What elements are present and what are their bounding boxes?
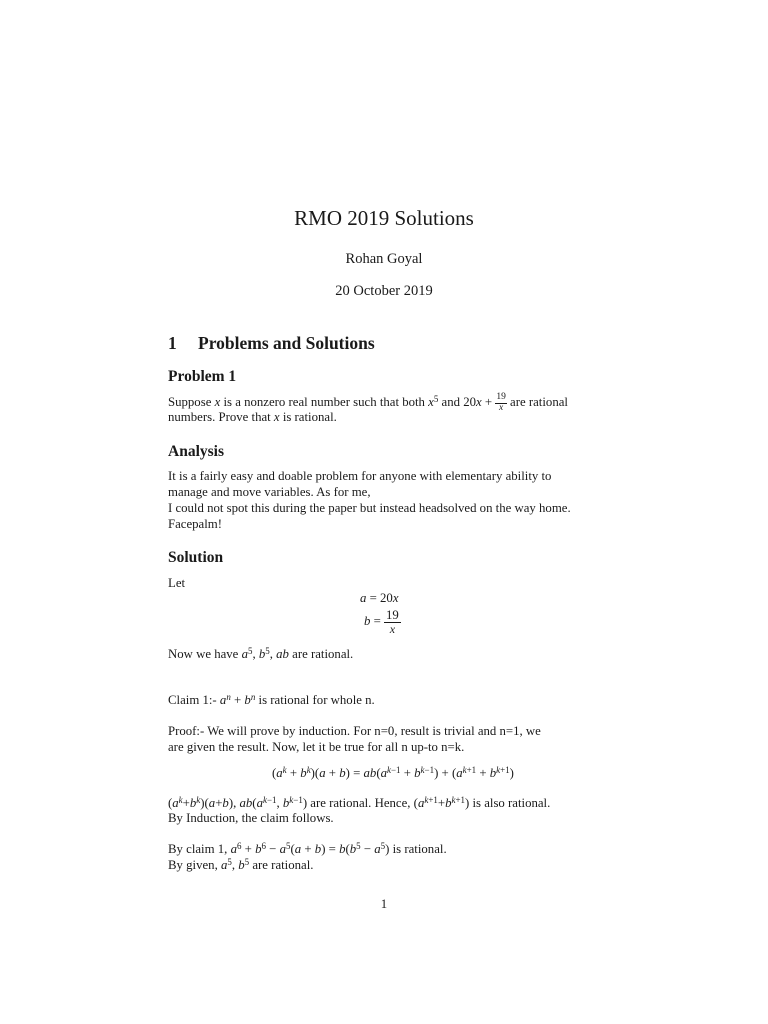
analysis-line-1: It is a fairly easy and doable problem for anyone with elementary ability to: [168, 469, 552, 483]
problem-line-2: numbers. Prove that x is rational.: [168, 410, 337, 424]
equation-a: a = 20x: [360, 591, 399, 605]
by-claim-line: By claim 1, $a^6 + b^6 - a^5(a + b) = b(b^5 - a^5)$ is rational.: [168, 840, 447, 856]
section-number: 1: [168, 333, 177, 353]
document-author: Rohan Goyal: [345, 251, 423, 267]
fraction-19-over-x-display: $\frac{19}{x}$: [386, 608, 399, 637]
page-number: 1: [380, 897, 388, 911]
by-induction-line: By Induction, the claim follows.: [168, 811, 334, 825]
fraction-19-over-x: $\frac{19}{x}$: [496, 392, 506, 413]
proof-line-1: Proof:- We will prove by induction. For n=0, result is trivial and n=1, we: [168, 724, 541, 738]
analysis-line-2: manage and move variables. As for me,: [168, 485, 371, 499]
rational-hence-line: $(a^k+b^k)(a+b)$, $ab(a^{k-1}$, $b^{k-1}$) are rational. Hence, $(a^{k+1}+b^{k+1})$ is also rational.: [168, 794, 551, 810]
document-title: RMO 2019 Solutions: [294, 206, 474, 230]
induction-equation: $(a^k + b^k)(a + b) = ab(a^{k-1} + b^{k-1}) + (a^{k+1} + b^{k+1})$: [272, 764, 514, 780]
analysis-line-4: Facepalm!: [168, 517, 223, 531]
by-given-line: By given, $a^5$, $b^5$ are rational.: [168, 856, 314, 872]
solution-heading: Solution: [168, 549, 224, 566]
claim-line: Claim 1:- $a^n + b^n$ is rational for whole n.: [168, 691, 375, 707]
now-we-have-line: Now we have $a^5$, $b^5$, ab are rational.: [168, 645, 354, 661]
section-title: Problems and Solutions: [198, 333, 375, 353]
section-heading: [168, 333, 375, 354]
analysis-line-3: I could not spot this during the paper but instead headsolved on the way home.: [168, 501, 571, 515]
analysis-heading: Analysis: [168, 443, 224, 460]
document-date: 20 October 2019: [335, 283, 433, 299]
proof-line-2: are given the result. Now, let it be true for all n up-to n=k.: [168, 740, 465, 754]
let-text: Let: [168, 576, 186, 590]
problem-line-1: Suppose x is a nonzero real number such that both $x^5$ and 20x + $\frac{19}{x}$ are rational: [168, 392, 568, 413]
equation-b: b = $\frac{19}{x}$: [364, 608, 399, 637]
problem-heading: Problem 1: [168, 368, 237, 385]
